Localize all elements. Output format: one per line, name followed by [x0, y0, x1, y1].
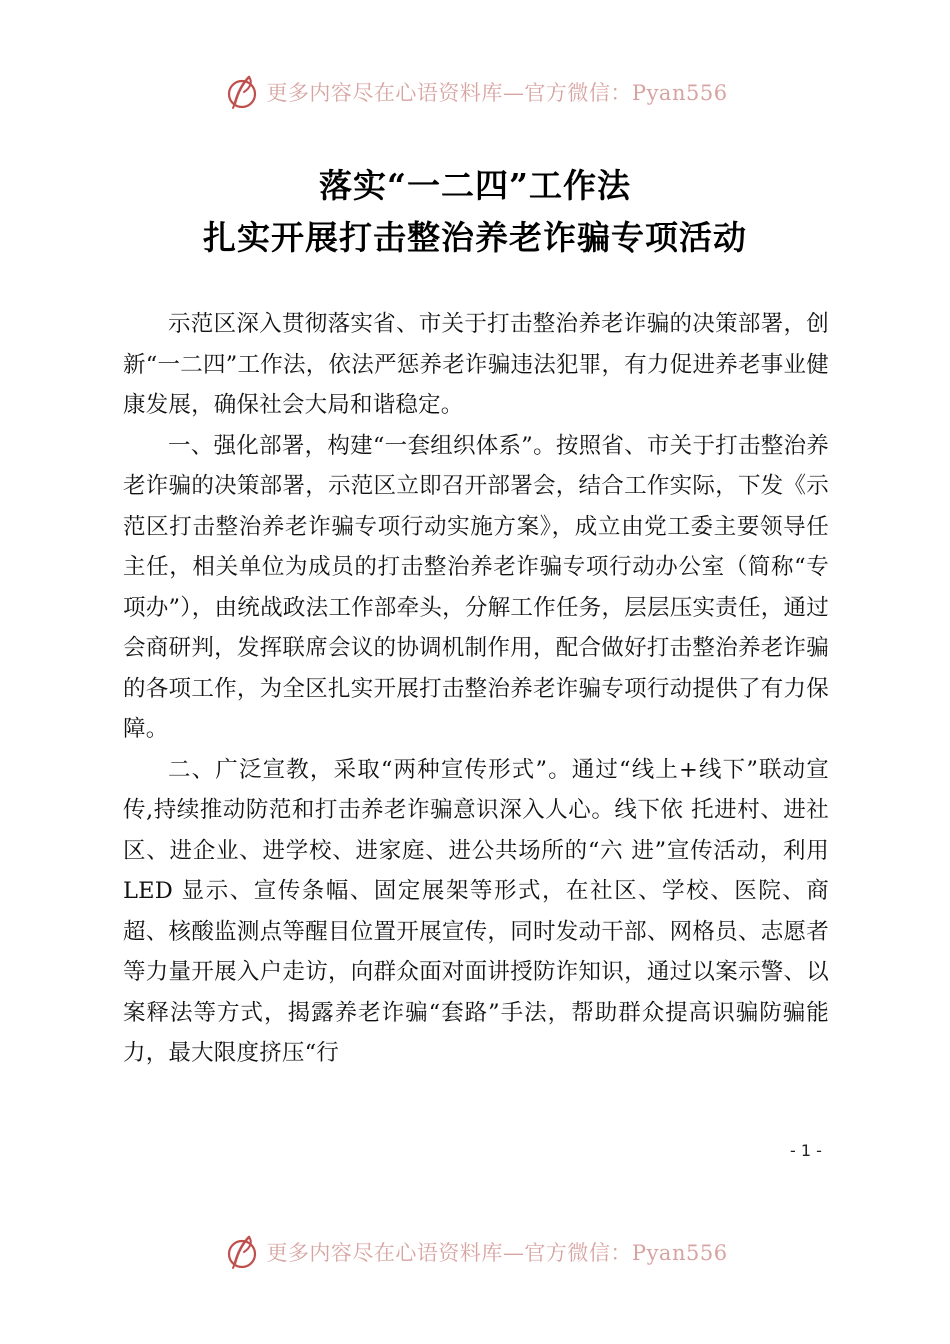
- watermark-text: 更多内容尽在心语资料库—官方微信：Pyan556: [266, 1241, 728, 1265]
- document-title-line-1: 落实“一二四”工作法: [319, 166, 631, 205]
- watermark-text: 更多内容尽在心语资料库—官方微信：Pyan556: [266, 81, 728, 105]
- paragraph-section-1: 一、强化部署，构建“一套组织体系”。按照省、市关于打击整治养老诈骗的决策部署，示范区立即召开部署会，结合工作实际，下发《示范区打击整治养老诈骗专项行动实施方案》，成立由党工委主要领导任主任，相关单位为成员的打击整治养老诈骗专项行动办公室（简称“专项办”），由统战政法工作部牵头，分解工作任务，层层压实责任，通过会商研判，发挥联席会议的协调机制作用，配合做好打击整治养老诈骗的各项工作，为全区扎实开展打击整治养老诈骗专项行动提供了有力保障。: [123, 432, 829, 742]
- watermark-banner-bottom: [0, 1230, 950, 1274]
- watermark-banner-top: [0, 70, 950, 114]
- page-number: - 1 -: [790, 1141, 822, 1160]
- paragraph-section-2: 二、广泛宣教，采取“两种宣传形式”。通过“线上+线下”联动宣传,持续推动防范和打击养老诈骗意识深入人心。线下依 托进村、进社区、进企业、进学校、进家庭、进公共场所的“六 进”宣传活动，利用 LED 显示、宣传条幅、固定展架等形式，在社区、学校、医院、商超、核酸监测点等醒目位置开展宣传，同时发动干部、网格员、志愿者等力量开展入户走访，向群众面对面讲授防诈知识，通过以案示警、以案释法等方式，揭露养老诈骗“套路”手法，帮助群众提高识骗防骗能力，最大限度挤压“行: [123, 756, 829, 1066]
- paragraph-intro: 示范区深入贯彻落实省、市关于打击整治养老诈骗的决策部署，创新“一二四”工作法，依法严惩养老诈骗违法犯罪，有力促进养老事业健康发展，确保社会大局和谐稳定。: [123, 311, 829, 418]
- quill-pen-logo-icon: [222, 72, 262, 112]
- document-title-line-2: 扎实开展打击整治养老诈骗专项活动: [203, 218, 747, 257]
- document-body: [123, 304, 829, 1074]
- quill-pen-logo-icon: [222, 1232, 262, 1272]
